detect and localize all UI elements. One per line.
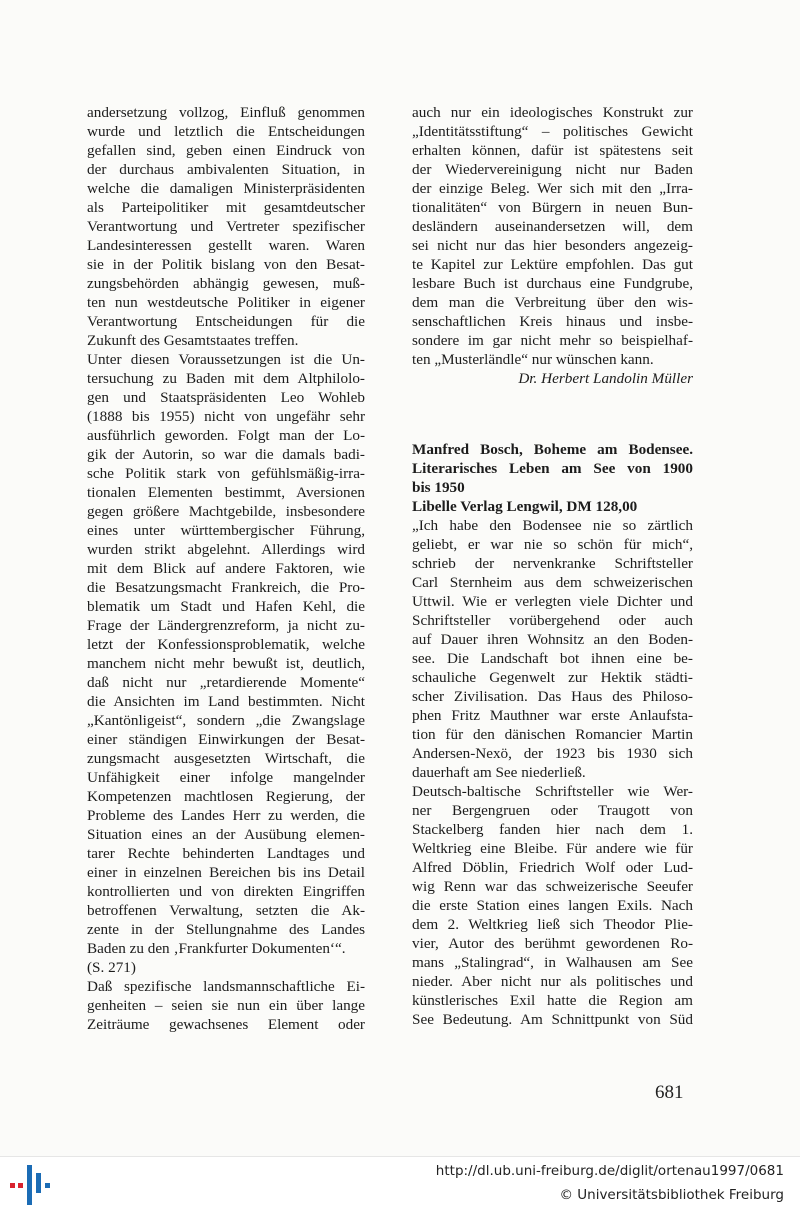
text-line: Zukunft des Gesamtstaates treffen.: [87, 332, 299, 349]
text-line: Stackelberg fanden hier nach dem 1.: [412, 821, 693, 838]
text-line: Landesinteressen gestellt waren. Waren: [87, 237, 365, 254]
text-line: daß nicht nur „retardierende Momente“: [87, 674, 365, 691]
text-line: erhalten können, dafür ist spätestens seit: [412, 142, 693, 159]
text-line: ner Bergengruen oder Traugott von: [412, 802, 693, 819]
text-line: mit dem Blick auf andere Faktoren, wie: [87, 560, 365, 577]
text-line: „Ich habe den Bodensee nie so zärtlich: [412, 517, 693, 534]
text-line: gen und Staatspräsidenten Leo Wohleb: [87, 389, 365, 406]
text-line: Probleme des Landes Herr zu werden, die: [87, 807, 365, 824]
text-line: scher Zivilisation. Das Haus des Philoso-: [412, 688, 693, 705]
text-line: (1888 bis 1955) nicht von ungefähr sehr: [87, 408, 365, 425]
text-line: Verantwortung Entscheidungen für die: [87, 313, 365, 330]
heading-line: bis 1950: [412, 479, 465, 496]
text-line: Weltkrieg eine Bleibe. Für andere wie für: [412, 840, 693, 857]
text-line: genheiten – seien sie nun ein über lange: [87, 997, 365, 1014]
text-line: ausführlich geworden. Folgt man der Lo-: [87, 427, 365, 444]
text-line: Zeiträume gewachsenes Element oder: [87, 1016, 365, 1033]
text-line: betroffenen Verwaltung, setzten die Ak-: [87, 902, 365, 919]
text-line: sche Politik stark von gefühlsmäßig-irra-: [87, 465, 365, 482]
review-heading: [412, 440, 693, 516]
text-line: tarer Rechte behinderten Landtages und: [87, 845, 365, 862]
text-line: „Kantönligeist“, sondern „die Zwangslage: [87, 712, 365, 729]
text-line: eines unter württembergischer Führung,: [87, 522, 365, 539]
text-line: die erste Station eines langen Exils. Nach: [412, 897, 693, 914]
text-line: sondere im gar nicht mehr so beispielhaf-: [412, 332, 693, 349]
text-line: see. Die Landschaft bot ihnen eine be-: [412, 650, 693, 667]
text-line: Daß spezifische landsmannschaftliche Ei-: [87, 978, 365, 995]
footer-copyright: © Universitätsbibliothek Freiburg: [559, 1187, 784, 1203]
text-line: Uttwil. Wie er verlegten viele Dichter und: [412, 593, 693, 610]
review-body: [412, 516, 693, 1029]
text-line: zente in der Stellungnahme des Landes: [87, 921, 365, 938]
text-line: schrieb der nervenkranke Schriftsteller: [412, 555, 693, 572]
text-line: die Ansichten im Land bestimmten. Nicht: [87, 693, 365, 710]
right-column: [412, 103, 693, 1029]
text-line: letzt der Konfessionsproblematik, welche: [87, 636, 365, 653]
left-column: [87, 103, 365, 1034]
text-line: der Wiedervereinigung nicht nur Baden: [412, 161, 693, 178]
text-line: lesbare Buch ist durchaus eine Fundgrube,: [412, 275, 693, 292]
text-line: auf Dauer ihren Wohnsitz an den Boden-: [412, 631, 693, 648]
text-line: tersuchung zu Baden mit dem Altphilolo-: [87, 370, 365, 387]
text-line: zungsmacht ausgesetzten Wirtschaft, die: [87, 750, 365, 767]
heading-line: Libelle Verlag Lengwil, DM 128,00: [412, 498, 638, 515]
text-line: Carl Sternheim aus dem schweizerischen: [412, 574, 693, 591]
text-line: zungsbehörden abhängig gewesen, muß-: [87, 275, 365, 292]
text-line: wurde und letztlich die Entscheidungen: [87, 123, 365, 140]
text-line: sei nicht nur das hier besonders angezeig-: [412, 237, 693, 254]
text-line: Unter diesen Voraussetzungen ist die Un-: [87, 351, 365, 368]
heading-line: Literarisches Leben am See von 1900: [412, 460, 693, 477]
text-line: mans „Stalingrad“, in Walhausen am See: [412, 954, 693, 971]
text-line: wurden strikt abgelehnt. Allerdings wird: [87, 541, 365, 558]
text-line: der durchaus ambivalenten Situation, in: [87, 161, 365, 178]
text-line: dauerhaft am See niederließ.: [412, 764, 586, 781]
text-line: Schriftsteller vorübergehend oder auch: [412, 612, 693, 629]
review-signature: Dr. Herbert Landolin Müller: [518, 370, 693, 387]
text-line: manchem nicht mehr bewußt ist, deutlich,: [87, 655, 365, 672]
text-line: tion für den dänischen Romancier Martin: [412, 726, 693, 743]
text-line: kontrollierten und von direkten Eingriffen: [87, 883, 365, 900]
text-line: Unfähigkeit einer infolge mangelnder: [87, 769, 365, 786]
footer-bar: [0, 1156, 800, 1213]
text-line: „Identitätsstiftung“ – politisches Gewicht: [412, 123, 693, 140]
text-line: künstlerisches Exil hatte die Region am: [412, 992, 693, 1009]
section-gap: [412, 388, 693, 440]
text-line: gik der Autorin, so war die damals badi-: [87, 446, 365, 463]
text-line: Baden zu den ‚Frankfurter Dokumenten‘“.: [87, 940, 346, 957]
text-line: nieder. Aber nicht nur als politisches und: [412, 973, 693, 990]
review-continuation: [412, 103, 693, 369]
text-line: blematik um Stadt und Hafen Kehl, die: [87, 598, 365, 615]
text-line: See Bedeutung. Am Schnittpunkt von Süd: [412, 1011, 693, 1028]
text-line: einer ständigen Einwirkungen der Besat-: [87, 731, 365, 748]
page-number: 681: [655, 1082, 684, 1103]
text-line: gegen größere Machtgebilde, insbesondere: [87, 503, 365, 520]
text-line: phen Fritz Mauthner war erste Anlaufsta-: [412, 707, 693, 724]
text-line: dem man die Verbreitung über den wis-: [412, 294, 693, 311]
text-line: wig Renn war das schweizerische Seeufer: [412, 878, 693, 895]
text-line: Frage der Ländergrenzreform, ja nicht zu-: [87, 617, 365, 634]
library-logo-icon: [10, 1163, 54, 1207]
footer-url-link[interactable]: http://dl.ub.uni-freiburg.de/diglit/ortenau1997/0681: [435, 1163, 784, 1179]
text-line: schauliche Gegenwelt zur Hektik städti-: [412, 669, 693, 686]
text-line: desländern auseinandersetzen will, dem: [412, 218, 693, 235]
text-line: geliebt, er war nie so schön für mich“,: [412, 536, 693, 553]
text-line: die Besatzungsmacht Frankreich, die Pro-: [87, 579, 365, 596]
text-line: dem 2. Weltkrieg ließ sich Theodor Plie-: [412, 916, 693, 933]
text-line: tionalen Elementen bestimmt, Aversionen: [87, 484, 365, 501]
text-line: der einzige Beleg. Wer sich mit den „Irra-: [412, 180, 693, 197]
text-line: andersetzung vollzog, Einfluß genommen: [87, 104, 365, 121]
text-line: (S. 271): [87, 959, 136, 976]
text-line: welche die damaligen Ministerpräsidenten: [87, 180, 365, 197]
text-line: ten „Musterländle“ nur wünschen kann.: [412, 351, 654, 368]
text-line: auch nur ein ideologisches Konstrukt zur: [412, 104, 693, 121]
text-line: vier, Autor des berühmt gewordenen Ro-: [412, 935, 693, 952]
text-line: Kompetenzen machtlosen Regierung, der: [87, 788, 365, 805]
text-line: senschaftlichen Kreis hinaus und insbe-: [412, 313, 693, 330]
text-line: einer in einzelnen Bereichen bis ins Detail: [87, 864, 365, 881]
text-line: als Parteipolitiker mit gesamtdeutscher: [87, 199, 365, 216]
text-line: Situation eines an der Ausübung elemen-: [87, 826, 365, 843]
text-line: Verantwortung und Vertreter spezifischer: [87, 218, 365, 235]
text-line: tionalitäten“ von Bürgern in neuen Bun-: [412, 199, 693, 216]
text-line: te Kapitel zur Lektüre empfohlen. Das gut: [412, 256, 693, 273]
text-line: Alfred Döblin, Friedrich Wolf oder Lud-: [412, 859, 693, 876]
heading-line: Manfred Bosch, Boheme am Bodensee.: [412, 441, 693, 458]
text-line: sie in der Politik bislang von den Besat-: [87, 256, 365, 273]
text-line: Deutsch-baltische Schriftsteller wie Wer-: [412, 783, 693, 800]
text-line: ten nun westdeutsche Politiker in eigener: [87, 294, 365, 311]
text-line: Andersen-Nexö, der 1923 bis 1930 sich: [412, 745, 693, 762]
text-line: gefallen sind, geben einen Eindruck von: [87, 142, 365, 159]
